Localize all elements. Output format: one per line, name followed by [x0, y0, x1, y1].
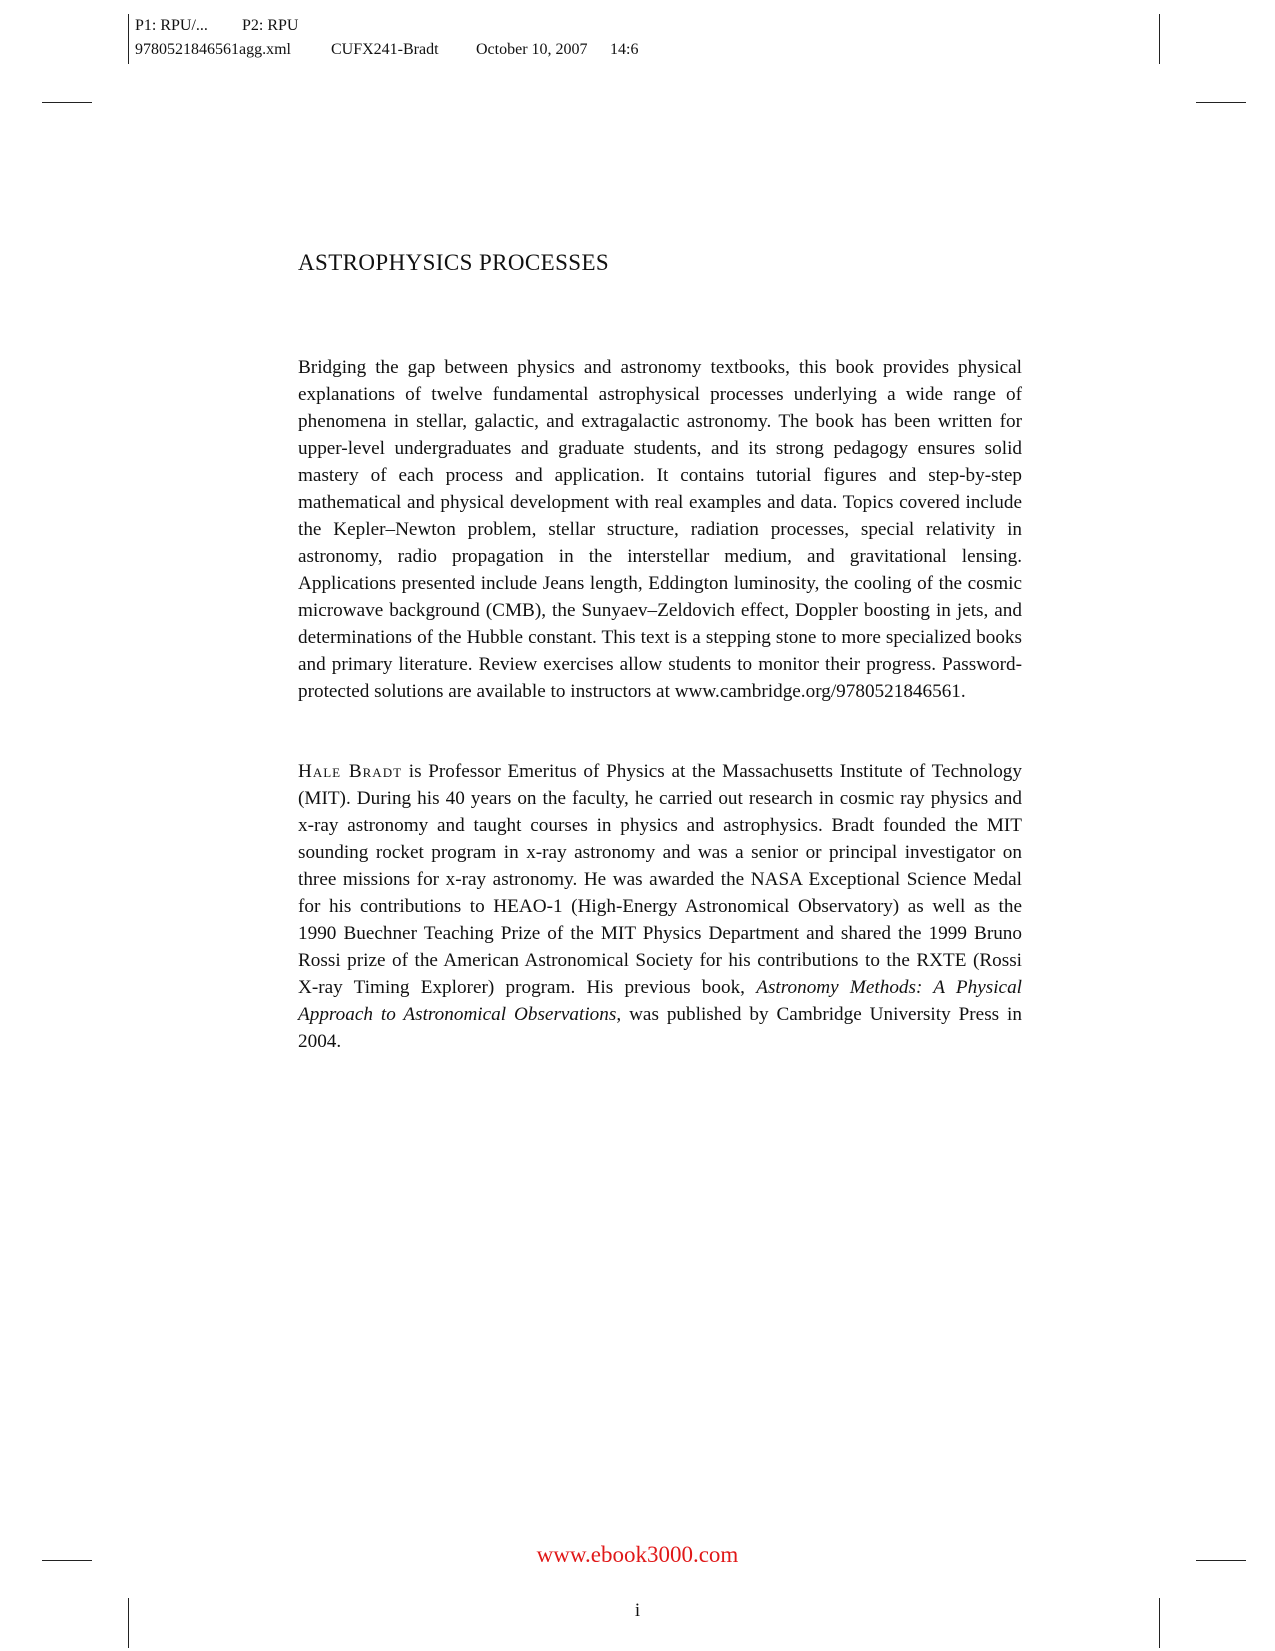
file-name: 9780521846561agg.xml — [135, 41, 291, 58]
slug-time: 14:6 — [610, 41, 639, 58]
proof-slug-line-1 — [135, 14, 638, 38]
proof-slug-line-2 — [135, 38, 638, 62]
proof-stage-2: P2: RPU — [242, 17, 299, 34]
author-bio — [298, 758, 1022, 1055]
author-bio-text: is Professor Emeritus of Physics at the Massachusetts Institute of Technology (MIT). During his 40 years on the faculty, he carried out research in cosmic ray physics and x-ray astronomy and taught courses in physics and astrophysics. Bradt founded the MIT sounding rocket program in x-ray astronomy and was a senior or principal investigator on three missions for x-ray astronomy. He was awarded the NASA Exceptional Science Medal for his contributions to HEAO-1 (High-Energy Astronomical Observatory) as well as the 1990 Buechner Teaching Prize of the MIT Physics Department and shared the 1999 Bruno Rossi prize of the American Astronomical Society for his contributions to the RXTE (Rossi X-ray Timing Explorer) program. His previous book, — [298, 761, 1022, 998]
proof-stage-1: P1: RPU/... — [135, 17, 208, 34]
crop-mark-top-left-vertical — [128, 14, 129, 64]
proof-slug — [135, 14, 638, 62]
author-bio-text-end: , was published by Cambridge University Press in 2004. — [298, 1004, 1022, 1052]
book-description: Bridging the gap between physics and astronomy textbooks, this book provides physical explanations of twelve fundamental astrophysical processes underlying a wide range of phenomena in stellar, galactic, and extragalactic astronomy. The book has been written for upper-level undergraduates and graduate students, and its strong pedagogy ensures solid mastery of each process and application. It contains tutorial figures and step-by-step mathematical and physical development with real examples and data. Topics covered include the Kepler–Newton problem, stellar structure, radiation processes, special relativity in astronomy, radio propagation in the interstellar medium, and gravitational lensing. Applications presented include Jeans length, Eddington luminosity, the cooling of the cosmic microwave background (CMB), the Sunyaev–Zeldovich effect, Doppler boosting in jets, and determinations of the Hubble constant. This text is a stepping stone to more specialized books and primary literature. Review exercises allow students to monitor their progress. Password-protected solutions are available to instructors at www.cambridge.org/9780521846561. — [298, 357, 1022, 702]
book-title: ASTROPHYSICS PROCESSES — [298, 250, 610, 275]
previous-book-title: Astronomy Methods: A Physical Approach to Astronomical Observations — [298, 977, 1022, 1025]
crop-mark-top-right-horizontal — [1196, 102, 1246, 103]
crop-mark-top-right-vertical — [1159, 14, 1160, 64]
author-name: Hale Bradt — [298, 761, 403, 782]
job-id: CUFX241-Bradt — [331, 41, 439, 58]
watermark-link[interactable]: www.ebook3000.com — [536, 1542, 739, 1567]
slug-date: October 10, 2007 — [476, 41, 588, 58]
crop-mark-top-left-horizontal — [42, 102, 92, 103]
page-number: i — [634, 1600, 641, 1621]
